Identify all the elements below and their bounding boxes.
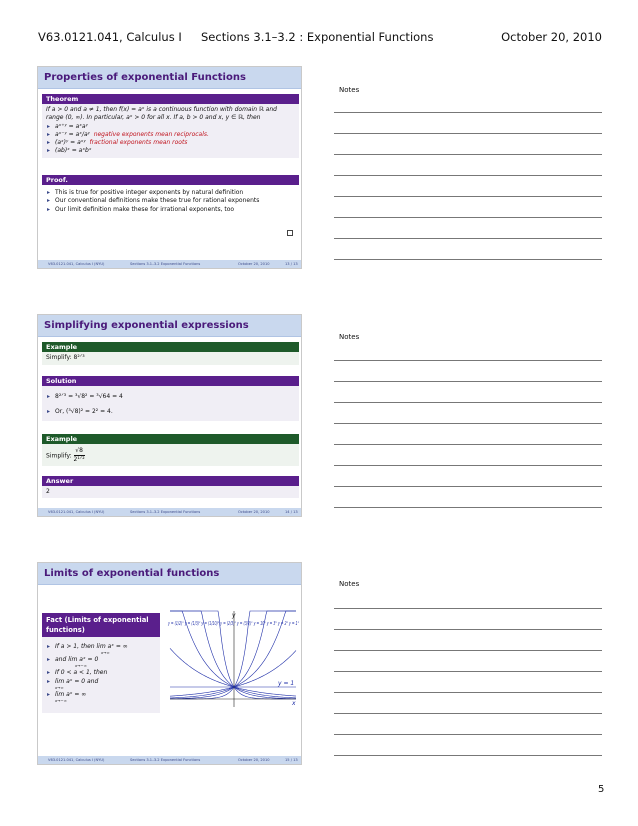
answer-heading: Answer xyxy=(42,476,299,486)
fact-heading: Fact (Limits of exponential functions) xyxy=(42,613,160,637)
note-line xyxy=(334,608,602,609)
notes-label: Notes xyxy=(339,86,360,94)
note-line xyxy=(334,402,602,403)
fact-item: ▸ If a > 1, then lim aˣ = ∞ x→∞ xyxy=(46,642,156,655)
note-line xyxy=(334,629,602,630)
header-course: V63.0121.041, Calculus I xyxy=(38,30,182,44)
slide-title: Properties of exponential Functions xyxy=(38,67,301,89)
proof-heading: Proof. xyxy=(42,175,299,185)
slide-title: Simplifying exponential expressions xyxy=(38,315,301,337)
slide-footer: V63.0121.041, Calculus I (NYU) Sections 3.1–3.2 Exponential Functions October 20, 2010 13 / 13 xyxy=(38,260,301,268)
header-section: Sections 3.1–3.2 : Exponential Functions xyxy=(201,30,434,44)
fact-item: ▸ lim aˣ = ∞ x→−∞ xyxy=(46,690,156,703)
notes-label: Notes xyxy=(339,333,360,341)
note-line xyxy=(334,238,602,239)
theorem-heading: Theorem xyxy=(42,94,299,104)
page-header xyxy=(38,30,602,46)
header-date: October 20, 2010 xyxy=(501,30,602,44)
answer-body: 2 xyxy=(42,486,299,498)
fact-item: ▸ If 0 < a < 1, then xyxy=(46,668,156,677)
property-item: ▸ aˣ⁻ʸ = aˣ/aʸ negative exponents mean reciprocals. xyxy=(46,131,295,139)
note-line xyxy=(334,444,602,445)
qed-box-icon xyxy=(287,230,293,236)
exponential-curve xyxy=(170,651,296,697)
slide-limits xyxy=(37,562,302,765)
note-line xyxy=(334,650,602,651)
slide-page-number: 14 / 13 xyxy=(285,510,298,514)
note-line xyxy=(334,259,602,260)
fact-item: ▸ lim aˣ = 0 and x→∞ xyxy=(46,677,156,690)
note-line xyxy=(334,360,602,361)
note-line xyxy=(334,112,602,113)
note-line xyxy=(334,465,602,466)
slide-footer: V63.0121.041, Calculus I (NYU) Sections 3.1–3.2 Exponential Functions October 20, 2010 15 / 13 xyxy=(38,756,301,764)
note-line xyxy=(334,154,602,155)
property-item: ▸ (aˣ)ʸ = aˣʸ fractional exponents mean roots xyxy=(46,139,295,147)
proof-block xyxy=(42,175,299,216)
example-body: Simplify: $\frac{√8}{\text{2¹ᐟ²}}$ xyxy=(42,444,299,466)
curve-labels: y = (1/2)ˣ y = (1/3)ˣ y = (1/10)ˣ y = (2/3)ˣ y = (3/2)ˣ y = 10ˣ y = 3ˣ y = 2ˣ y = 1ˣ xyxy=(167,621,300,627)
solution-heading: Solution xyxy=(42,376,299,386)
theorem-body xyxy=(42,104,299,158)
exponential-graph xyxy=(168,609,300,709)
fact-body xyxy=(42,637,160,713)
theorem-line-2: range (0, ∞). In particular, aˣ > 0 for all x. If a, b > 0 and x, y ∈ ℝ, then xyxy=(46,114,261,122)
page-number: 5 xyxy=(598,784,605,795)
note-line xyxy=(334,486,602,487)
note-line xyxy=(334,381,602,382)
theorem-line-1: If a > 0 and a ≠ 1, then f(x) = aˣ is a continuous function with domain ℝ and xyxy=(46,106,277,113)
example-heading: Example xyxy=(42,342,299,352)
note-line xyxy=(334,217,602,218)
note-line xyxy=(334,196,602,197)
slide-properties xyxy=(37,66,302,269)
properties-list xyxy=(46,123,295,156)
note-line xyxy=(334,671,602,672)
fraction: $\frac{√8}{\text{2¹ᐟ²}}$ xyxy=(73,447,85,464)
proof-body xyxy=(42,185,299,216)
slide-simplifying xyxy=(37,314,302,517)
theorem-block xyxy=(42,94,299,158)
note-line xyxy=(334,423,602,424)
solution-item: ▸ Or, (³√8)² = 2² = 4. xyxy=(46,404,295,419)
property-item: ▸ (ab)ˣ = aˣbˣ xyxy=(46,147,295,155)
note-line xyxy=(334,175,602,176)
fact-item: ▸ and lim aˣ = 0 x→−∞ xyxy=(46,655,156,668)
note-line xyxy=(334,133,602,134)
note-line xyxy=(334,734,602,735)
proof-item: ▸ Our limit definition make these for irrational exponents, too xyxy=(46,206,295,214)
note-line xyxy=(334,755,602,756)
slide-footer: V63.0121.041, Calculus I (NYU) Sections 3.1–3.2 Exponential Functions October 20, 2010 14 / 13 xyxy=(38,508,301,516)
solution-item: ▸ 8²ᐟ³ = ³√8² = ³√64 = 4 xyxy=(46,389,295,404)
slide-page-number: 13 / 13 xyxy=(285,262,298,266)
fact-block xyxy=(42,613,160,713)
proof-item: ▸ Our conventional definitions make these true for rational exponents xyxy=(46,197,295,205)
x-axis-label: x xyxy=(292,700,296,707)
note-line xyxy=(334,692,602,693)
solution-body xyxy=(42,386,299,421)
proof-item: ▸ This is true for positive integer exponents by natural definition xyxy=(46,189,295,197)
example-block-1 xyxy=(42,342,299,365)
example-block-2 xyxy=(42,434,299,466)
notes-label: Notes xyxy=(339,580,360,588)
example-heading: Example xyxy=(42,434,299,444)
solution-block xyxy=(42,376,299,421)
answer-block xyxy=(42,476,299,498)
property-item: ▸ aˣ⁺ʸ = aˣaʸ xyxy=(46,123,295,131)
slide-page-number: 15 / 13 xyxy=(285,758,298,762)
example-body: Simplify: 8²ᐟ³ xyxy=(42,352,299,365)
y-axis-label: y xyxy=(232,612,236,619)
y-equals-1-label: y = 1 xyxy=(278,680,295,687)
note-line xyxy=(334,713,602,714)
note-line xyxy=(334,507,602,508)
slide-title: Limits of exponential functions xyxy=(38,563,301,585)
